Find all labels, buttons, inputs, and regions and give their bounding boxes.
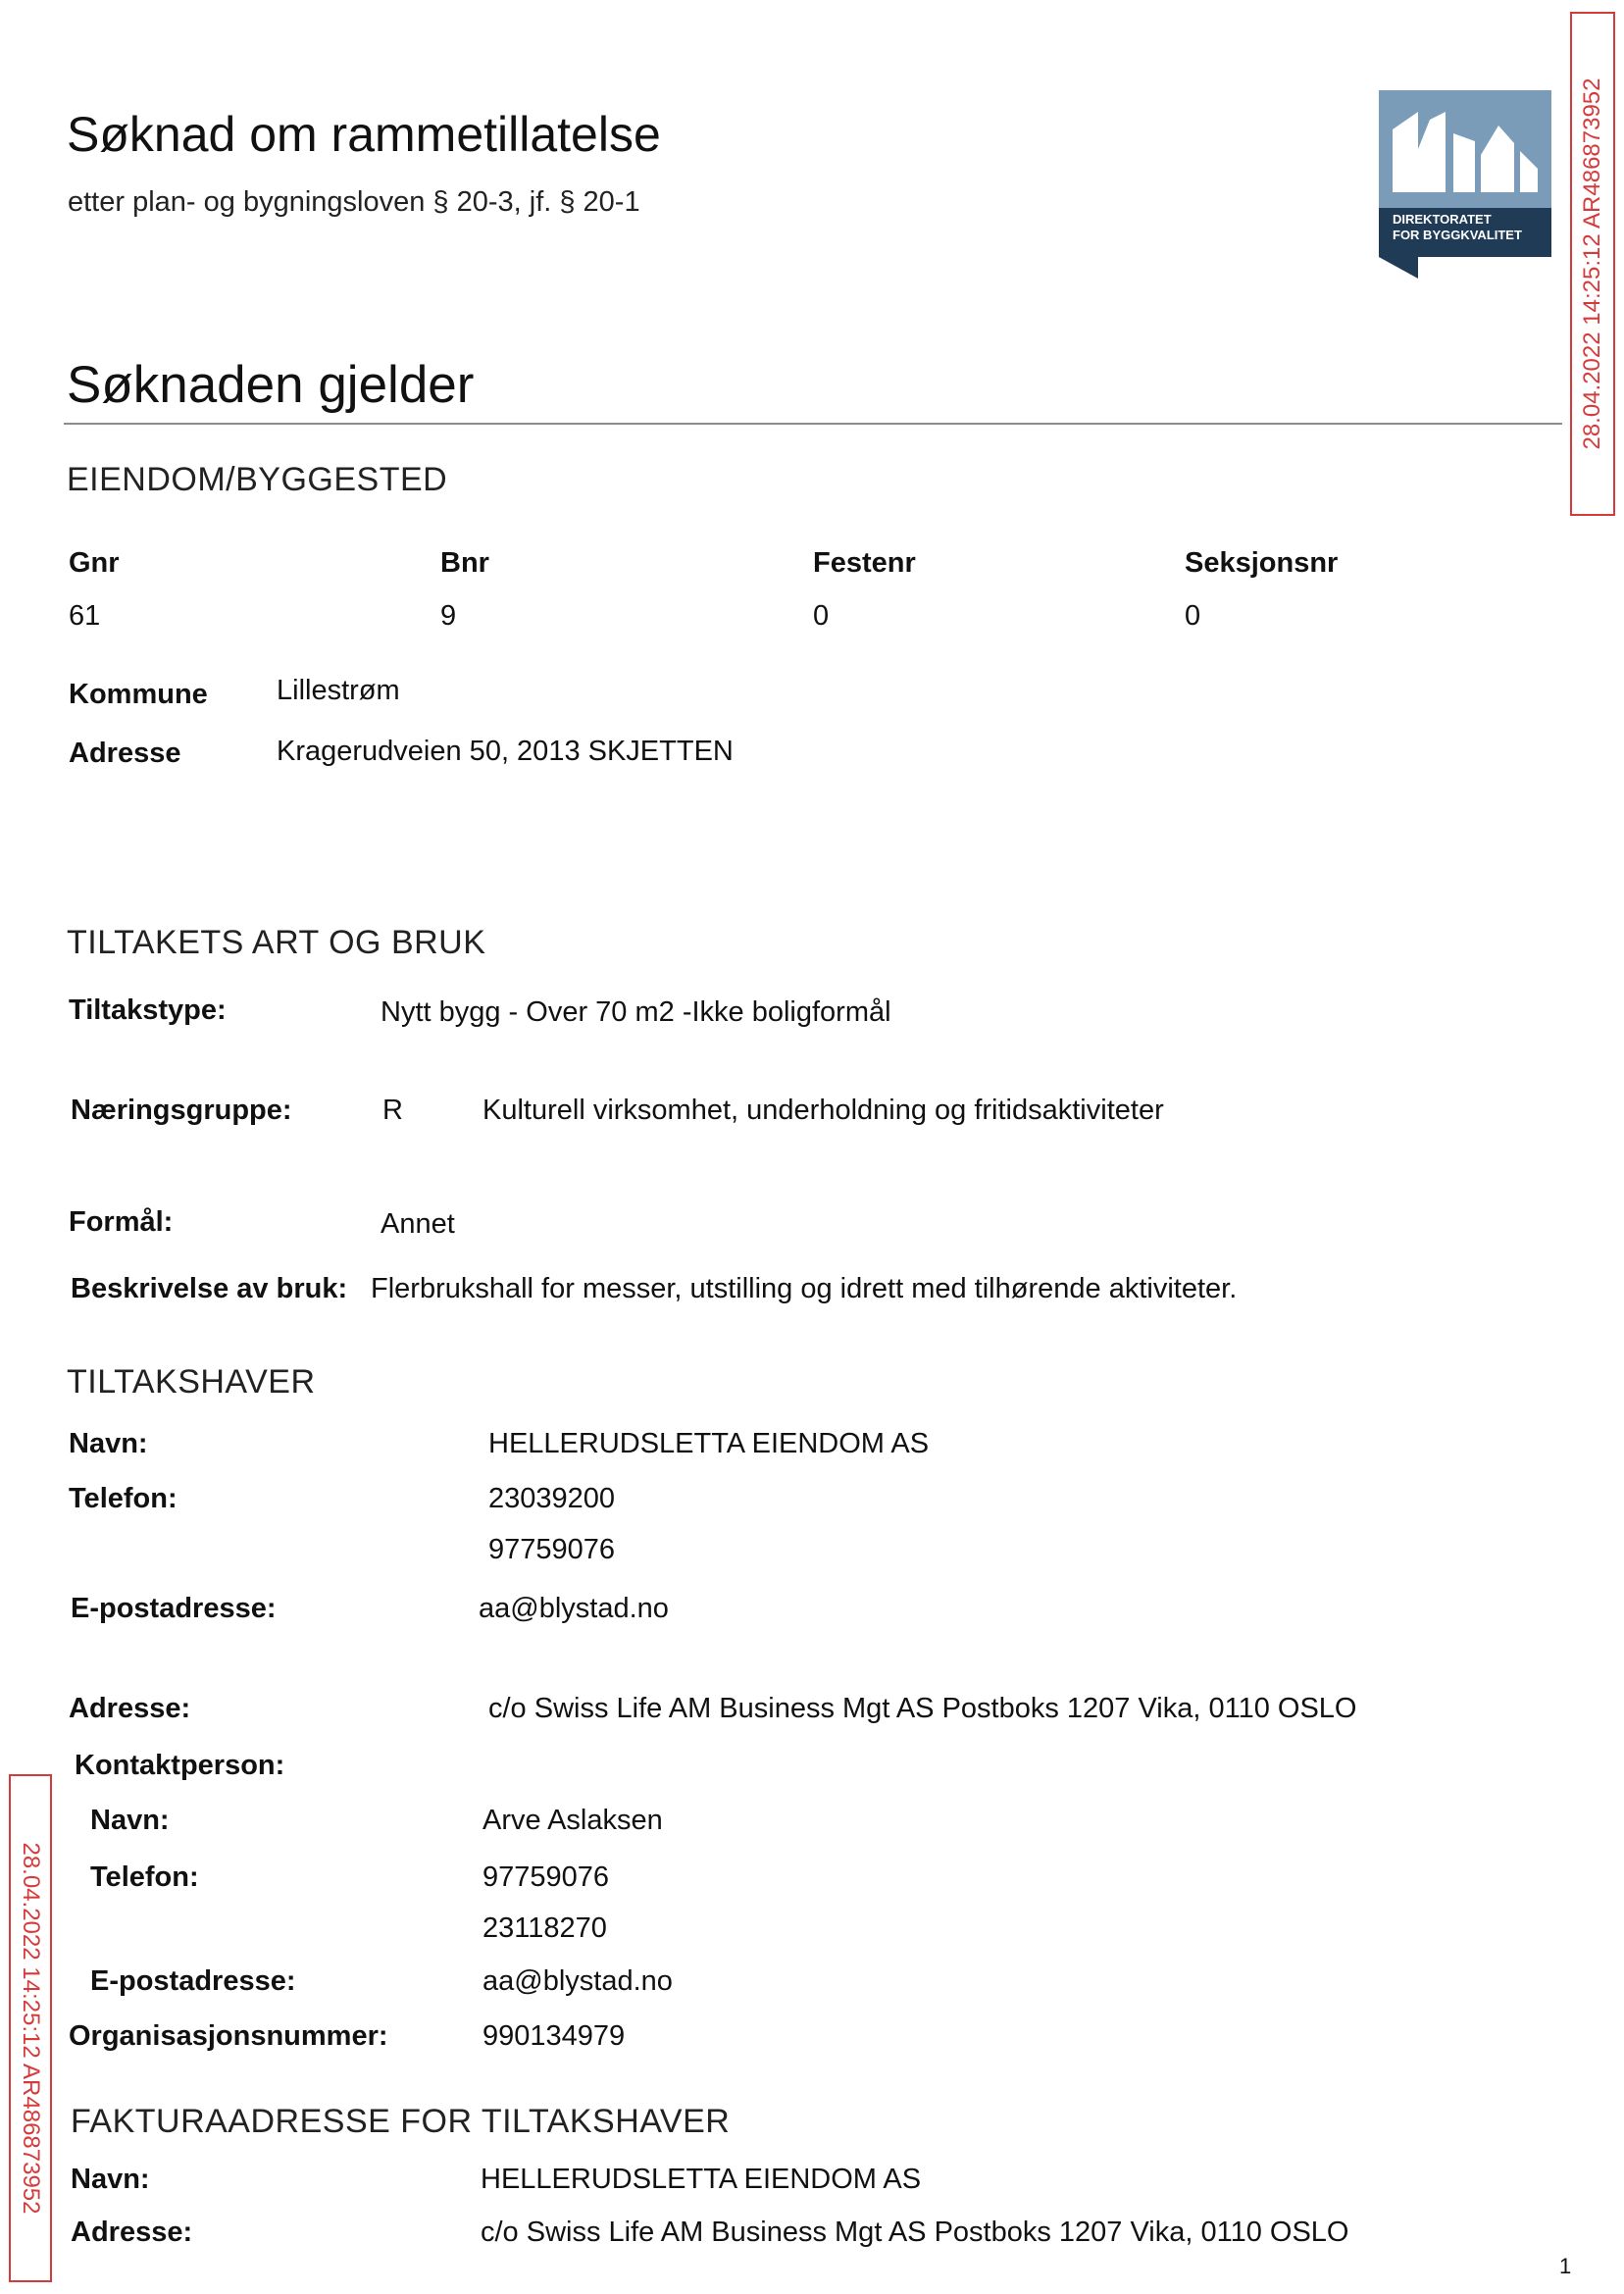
orgnr-value: 990134979 [482, 2020, 626, 2052]
kontaktperson-label: Kontaktperson: [75, 1750, 285, 1781]
festenr-label: Festenr [813, 547, 916, 579]
tiltakshaver-navn-value: HELLERUDSLETTA EIENDOM AS [488, 1428, 930, 1459]
receipt-stamp-side: 28.04.2022 14:25:12 AR486873952 [9, 1774, 52, 2282]
bnr-label: Bnr [440, 547, 489, 579]
faktura-navn-label: Navn: [71, 2164, 150, 2195]
section-heading-eiendom: EIENDOM/BYGGESTED [67, 461, 448, 498]
kontaktperson-epost-value: aa@blystad.no [482, 1965, 673, 1997]
naeringsgruppe-label: Næringsgruppe: [71, 1095, 292, 1126]
section-divider [64, 423, 1562, 425]
section-heading-tiltak: TILTAKETS ART OG BRUK [67, 924, 486, 961]
bnr-value: 9 [440, 600, 457, 632]
kontaktperson-epost-label: E-postadresse: [90, 1965, 296, 1997]
kontaktperson-navn-label: Navn: [90, 1805, 170, 1836]
page-subtitle: etter plan- og bygningsloven § 20-3, jf. § 20-1 [68, 186, 640, 218]
orgnr-label: Organisasjonsnummer: [69, 2020, 388, 2052]
tiltakshaver-adresse-label: Adresse: [69, 1693, 191, 1724]
faktura-navn-value: HELLERUDSLETTA EIENDOM AS [481, 2164, 922, 2195]
festenr-value: 0 [813, 600, 830, 632]
kontaktperson-telefon-value-1: 97759076 [482, 1861, 610, 1893]
section-heading-tiltakshaver: TILTAKSHAVER [67, 1363, 316, 1401]
tiltakshaver-adresse-value: c/o Swiss Life AM Business Mgt AS Postboks 1207 Vika, 0110 OSLO [488, 1693, 1357, 1724]
seksjonsnr-value: 0 [1185, 600, 1201, 632]
page-number: 1 [1559, 2254, 1572, 2278]
section-heading-soknaden-gjelder: Søknaden gjelder [67, 356, 475, 414]
beskrivelse-value: Flerbrukshall for messer, utstilling og idrett med tilhørende aktiviteter. [371, 1273, 1238, 1304]
formal-value: Annet [381, 1208, 455, 1240]
tiltakshaver-telefon-value-2: 97759076 [488, 1534, 616, 1565]
seksjonsnr-label: Seksjonsnr [1185, 547, 1339, 579]
faktura-adresse-label: Adresse: [71, 2217, 193, 2248]
tiltakshaver-epost-value: aa@blystad.no [479, 1593, 669, 1624]
section-heading-faktura: FAKTURAADRESSE FOR TILTAKSHAVER [71, 2103, 731, 2140]
kontaktperson-telefon-label: Telefon: [90, 1861, 199, 1893]
tiltakshaver-telefon-label: Telefon: [69, 1483, 178, 1514]
logo-text-line1: DIREKTORATET [1393, 212, 1492, 227]
adresse-value: Kragerudveien 50, 2013 SKJETTEN [277, 736, 734, 767]
logo-text-line2: FOR BYGGKVALITET [1393, 228, 1522, 242]
tiltakstype-value: Nytt bygg - Over 70 m2 -Ikke boligformål [381, 996, 891, 1028]
kontaktperson-navn-value: Arve Aslaksen [482, 1805, 663, 1836]
beskrivelse-label: Beskrivelse av bruk: [71, 1273, 348, 1304]
adresse-label: Adresse [69, 738, 181, 769]
naeringsgruppe-value: Kulturell virksomhet, underholdning og fritidsaktiviteter [482, 1095, 1164, 1126]
receipt-stamp-top: 28.04.2022 14:25:12 AR486873952 [1570, 12, 1615, 516]
tiltakshaver-telefon-value-1: 23039200 [488, 1483, 616, 1514]
kontaktperson-telefon-value-2: 23118270 [482, 1912, 607, 1944]
faktura-adresse-value: c/o Swiss Life AM Business Mgt AS Postboks 1207 Vika, 0110 OSLO [481, 2217, 1349, 2248]
kommune-value: Lillestrøm [277, 675, 400, 706]
kommune-label: Kommune [69, 679, 208, 710]
tiltakshaver-epost-label: E-postadresse: [71, 1593, 277, 1624]
page-title: Søknad om rammetillatelse [67, 107, 661, 162]
gnr-value: 61 [69, 600, 101, 632]
tiltakshaver-navn-label: Navn: [69, 1428, 148, 1459]
gnr-label: Gnr [69, 547, 120, 579]
formal-label: Formål: [69, 1206, 174, 1238]
tiltakstype-label: Tiltakstype: [69, 994, 227, 1026]
dibk-logo [1379, 90, 1551, 279]
naeringsgruppe-code: R [382, 1095, 403, 1126]
